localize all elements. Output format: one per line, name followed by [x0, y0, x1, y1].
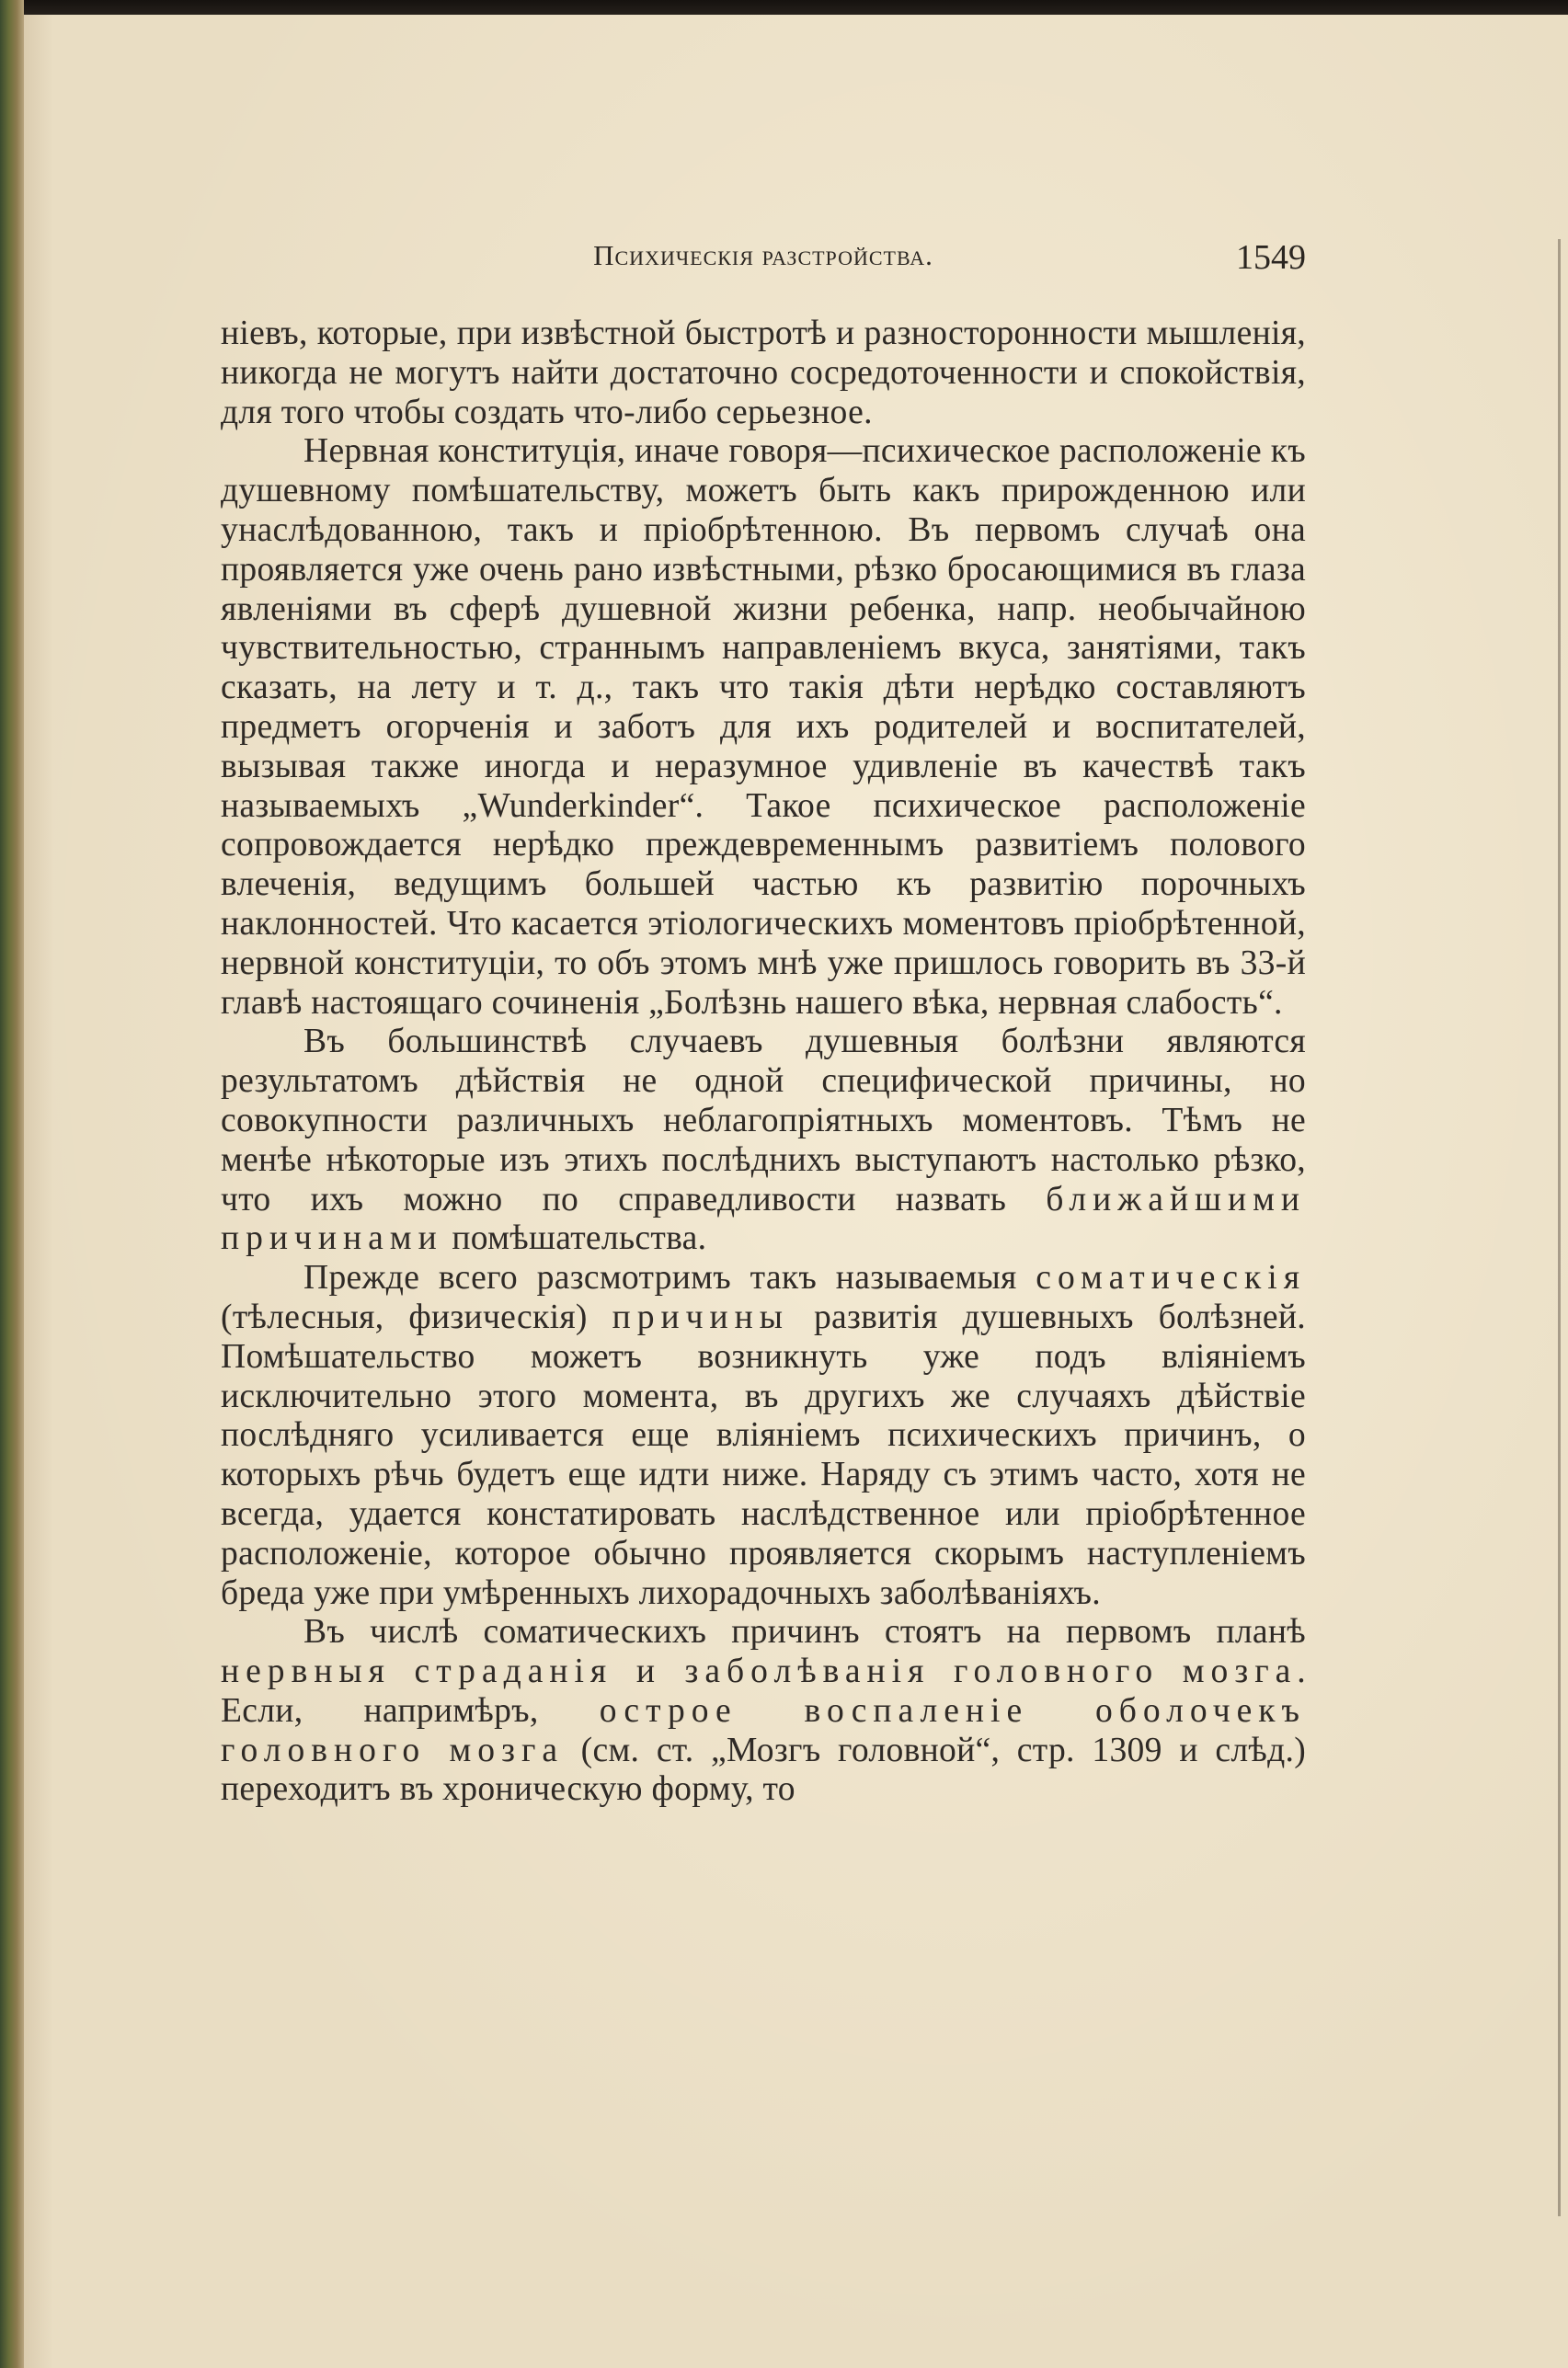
- paragraph-text: . Если, напримѣръ,: [221, 1653, 1306, 1730]
- emphasized-text: соматическія: [1036, 1259, 1306, 1298]
- emphasized-text: причины: [612, 1298, 790, 1336]
- paragraph-text: помѣшательства.: [442, 1219, 707, 1258]
- paragraph-text: развитія душевныхъ болѣзней. Помѣшательство можетъ возникнуть уже подъ вліяніемъ исключительно этого момента, въ другихъ же случаяхъ дѣйствіе послѣдняго усиливается еще вліяніемъ психическихъ причинъ, о которыхъ рѣчь будетъ еще идти ниже. Наряду съ этимъ часто, хотя не всегда, удается констатировать наслѣдственное или пріобрѣтенное расположеніе, которое обычно проявляется скорымъ наступленіемъ бреда уже при умѣренныхъ лихорадочныхъ заболѣваніяхъ.: [221, 1298, 1306, 1612]
- paragraph-4: [221, 1259, 1306, 1613]
- paragraph-text: Нервная конституція, иначе говоря—психическое расположеніе къ душевному помѣшательству, можетъ быть какъ прирожденною или унаслѣдованною, такъ и пріобрѣтенною. Въ первомъ случаѣ она проявляется уже очень рано извѣстными, рѣзко бросающимися въ глаза явленіями въ сферѣ душевной жизни ребенка, напр. необычайною чувствительностью, страннымъ направленіемъ вкуса, занятіями, такъ сказать, на лету и т. д., такъ что такія дѣти нерѣдко составляютъ предметъ огорченія и заботъ для ихъ родителей и воспитателей, вызывая также иногда и неразумное удивленіе въ качествѣ такъ называемыхъ „Wunderkinder“. Такое психическое расположеніе сопровождается нерѣдко преждевременнымъ развитіемъ полового влеченія, ведущимъ большей частью къ развитію порочныхъ наклонностей. Что касается этіологическихъ моментовъ пріобрѣтенной, нервной конституціи, то объ этомъ мнѣ уже пришлось говорить въ 33-й главѣ настоящаго сочиненія „Болѣзнь нашего вѣка, нервная слабость“.: [221, 432, 1306, 1022]
- paragraph-2: [221, 432, 1306, 1023]
- paragraph-1: [221, 315, 1306, 432]
- paragraph-3: [221, 1023, 1306, 1259]
- paragraph-text: Въ числѣ соматическихъ причинъ стоятъ на первомъ планѣ: [303, 1613, 1306, 1652]
- body-text: [221, 315, 1306, 1810]
- running-head: [221, 239, 1306, 272]
- paragraph-text: Въ большинствѣ случаевъ душевныя болѣзни являются результатомъ дѣйствія не одной специфической причины, но совокупности различныхъ неблагопріятныхъ моментовъ. Тѣмъ не менѣе нѣкоторые изъ этихъ послѣднихъ выступаютъ настолько рѣзко, что ихъ можно по справедливости назвать: [221, 1023, 1306, 1218]
- paragraph-text: ніевъ, которые, при извѣстной быстротѣ и разносторонности мышленія, никогда не могутъ найти достаточно сосредоточенности и спокойствія, для того чтобы создать что-либо серьезное.: [221, 315, 1306, 431]
- paragraph-text: (см. ст. „Мозгъ головной“, стр. 1309 и слѣд.) переходитъ въ хроническую форму, то: [221, 1731, 1307, 1809]
- scan-left-edge: [0, 0, 24, 2368]
- emphasized-text: нервныя страданія и заболѣванія головного мозга: [221, 1653, 1298, 1691]
- page-number: 1549: [1236, 238, 1306, 277]
- page-header: [221, 232, 1306, 287]
- emphasized-text: острое воспаленіе оболочекъ головного мозга: [221, 1691, 1306, 1769]
- running-head-text: Психическія разстройства.: [593, 239, 933, 271]
- paragraph-text: Прежде всего разсмотримъ такъ называемыя: [303, 1259, 1036, 1298]
- paragraph-5: [221, 1613, 1306, 1810]
- paragraph-text: (тѣлесныя, физическія): [221, 1298, 612, 1336]
- emphasized-text: ближайшими причинами: [221, 1180, 1306, 1258]
- page-edge-shadow: [1558, 239, 1561, 2216]
